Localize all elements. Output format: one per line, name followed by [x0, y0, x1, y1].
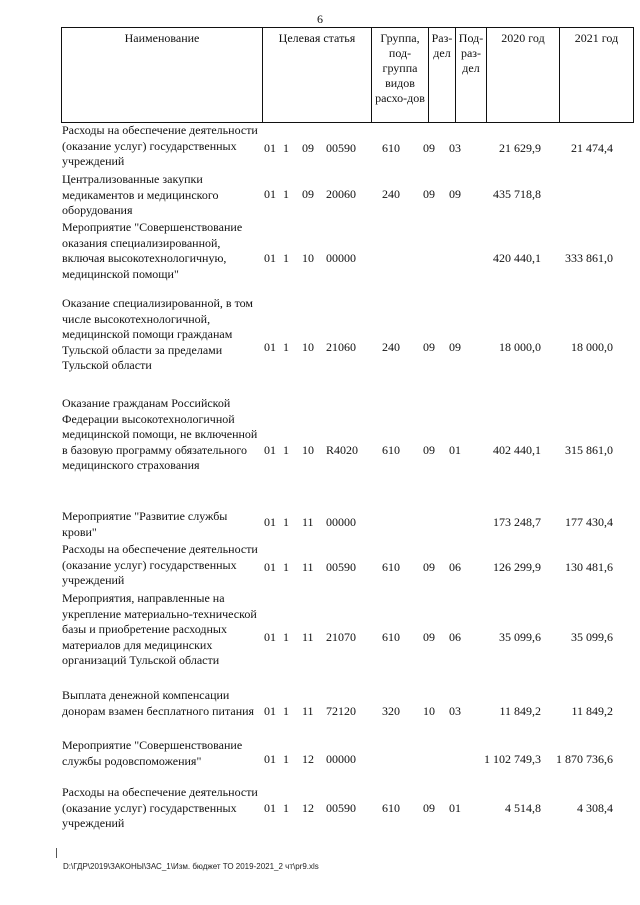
target-code-3: 10: [302, 251, 314, 265]
target-code-4: 21070: [326, 630, 356, 644]
target-code-4: 00000: [326, 251, 356, 265]
target-code-2: 1: [283, 251, 289, 265]
razdel-cell: 09: [423, 141, 435, 155]
header-2021: 2021 год: [560, 28, 634, 123]
target-code-1: 01: [264, 630, 276, 644]
row-name: Мероприятие "Совершенствование службы родовспоможения": [62, 738, 243, 768]
value-2020: 11 849,2: [499, 704, 541, 718]
target-code-1: 01: [264, 752, 276, 766]
target-code-1: 01: [264, 340, 276, 354]
value-2021: 18 000,0: [571, 340, 613, 354]
row-name: Централизованные закупки медикаментов и медицинского оборудования: [62, 172, 219, 217]
razdel-cell: 09: [423, 340, 435, 354]
row-name: Оказание гражданам Российской Федерации высокотехнологичной медицинской помощи, не включенной в базовую программу обязательного медицинского страхования: [62, 396, 258, 472]
header-name: Наименование: [62, 28, 263, 123]
podrazdel-cell: 01: [449, 801, 461, 815]
table-header: [61, 27, 634, 123]
row-name: Расходы на обеспечение деятельности (оказание услуг) государственных учреждений: [62, 542, 258, 587]
target-code-2: 1: [283, 752, 289, 766]
target-code-1: 01: [264, 443, 276, 457]
target-code-1: 01: [264, 515, 276, 529]
razdel-cell: 09: [423, 187, 435, 201]
target-code-2: 1: [283, 801, 289, 815]
value-2021: 333 861,0: [565, 251, 613, 265]
margin-mark: [56, 848, 57, 858]
target-code-3: 11: [302, 704, 314, 718]
row-name: Мероприятие "Совершенствование оказания специализированной, включая высокотехнологичную, медицинской помощи": [62, 220, 243, 281]
target-code-3: 11: [302, 560, 314, 574]
target-code-1: 01: [264, 141, 276, 155]
target-code-3: 09: [302, 141, 314, 155]
target-code-4: 00000: [326, 515, 356, 529]
target-code-4: 00590: [326, 560, 356, 574]
target-code-2: 1: [283, 704, 289, 718]
row-name: Оказание специализированной, в том числе высокотехнологичной, медицинской помощи гражданам Тульской области за пределами Тульской области: [62, 296, 254, 372]
group-cell: 240: [382, 187, 400, 201]
value-2020: 402 440,1: [493, 443, 541, 457]
podrazdel-cell: 09: [449, 187, 461, 201]
target-code-3: 12: [302, 752, 314, 766]
target-code-1: 01: [264, 704, 276, 718]
target-code-3: 11: [302, 630, 314, 644]
value-2020: 173 248,7: [493, 515, 541, 529]
group-cell: 610: [382, 560, 400, 574]
razdel-cell: 10: [423, 704, 435, 718]
target-code-3: 11: [302, 515, 314, 529]
podrazdel-cell: 01: [449, 443, 461, 457]
value-2021: 130 481,6: [565, 560, 613, 574]
target-code-4: 00590: [326, 801, 356, 815]
target-code-2: 1: [283, 141, 289, 155]
value-2021: 4 308,4: [577, 801, 613, 815]
header-razdel: Раз-дел: [429, 28, 456, 123]
group-cell: 240: [382, 340, 400, 354]
header-2020: 2020 год: [487, 28, 560, 123]
target-code-2: 1: [283, 560, 289, 574]
target-code-4: 20060: [326, 187, 356, 201]
target-code-2: 1: [283, 340, 289, 354]
row-name: Расходы на обеспечение деятельности (оказание услуг) государственных учреждений: [62, 123, 258, 168]
target-code-4: 00590: [326, 141, 356, 155]
target-code-1: 01: [264, 560, 276, 574]
value-2020: 435 718,8: [493, 187, 541, 201]
value-2020: 420 440,1: [493, 251, 541, 265]
value-2021: 35 099,6: [571, 630, 613, 644]
value-2020: 126 299,9: [493, 560, 541, 574]
target-code-4: 72120: [326, 704, 356, 718]
podrazdel-cell: 03: [449, 704, 461, 718]
target-code-4: R4020: [326, 443, 359, 457]
target-code-3: 12: [302, 801, 314, 815]
row-name: Расходы на обеспечение деятельности (оказание услуг) государственных учреждений: [62, 785, 258, 830]
podrazdel-cell: 06: [449, 630, 461, 644]
target-code-2: 1: [283, 187, 289, 201]
value-2020: 21 629,9: [499, 141, 541, 155]
group-cell: 320: [382, 704, 400, 718]
group-cell: 610: [382, 141, 400, 155]
header-group: Группа, под-группа видов расхо-дов: [372, 28, 429, 123]
target-code-1: 01: [264, 251, 276, 265]
target-code-2: 1: [283, 515, 289, 529]
podrazdel-cell: 06: [449, 560, 461, 574]
group-cell: 610: [382, 443, 400, 457]
razdel-cell: 09: [423, 560, 435, 574]
target-code-1: 01: [264, 801, 276, 815]
target-code-3: 10: [302, 443, 314, 457]
row-name: Мероприятия, направленные на укрепление материально-технической базы и приобретение расходных материалов для медицинских организаций Тульской области: [62, 591, 257, 667]
target-code-3: 10: [302, 340, 314, 354]
target-code-4: 21060: [326, 340, 356, 354]
value-2021: 21 474,4: [571, 141, 613, 155]
group-cell: 610: [382, 801, 400, 815]
target-code-2: 1: [283, 443, 289, 457]
header-target: Целевая статья: [263, 28, 372, 123]
target-code-1: 01: [264, 187, 276, 201]
razdel-cell: 09: [423, 630, 435, 644]
page-number: 6: [317, 12, 323, 26]
value-2020: 35 099,6: [499, 630, 541, 644]
row-name: Мероприятие "Развитие службы крови": [62, 509, 228, 539]
podrazdel-cell: 09: [449, 340, 461, 354]
value-2020: 4 514,8: [505, 801, 541, 815]
value-2021: 315 861,0: [565, 443, 613, 457]
podrazdel-cell: 03: [449, 141, 461, 155]
target-code-3: 09: [302, 187, 314, 201]
value-2021: 177 430,4: [565, 515, 613, 529]
group-cell: 610: [382, 630, 400, 644]
target-code-4: 00000: [326, 752, 356, 766]
value-2020: 1 102 749,3: [484, 752, 541, 766]
file-path-footer: D:\ГДР\2019\ЗАКОНЫ\ЗАС_1\Изм. бюджет ТО 2019-2021_2 чт\pr9.xls: [63, 862, 319, 871]
value-2021: 1 870 736,6: [556, 752, 613, 766]
row-name: Выплата денежной компенсации донорам взамен бесплатного питания: [62, 688, 255, 718]
header-podrazdel: Под-раз-дел: [456, 28, 487, 123]
value-2021: 11 849,2: [571, 704, 613, 718]
value-2020: 18 000,0: [499, 340, 541, 354]
razdel-cell: 09: [423, 443, 435, 457]
razdel-cell: 09: [423, 801, 435, 815]
target-code-2: 1: [283, 630, 289, 644]
